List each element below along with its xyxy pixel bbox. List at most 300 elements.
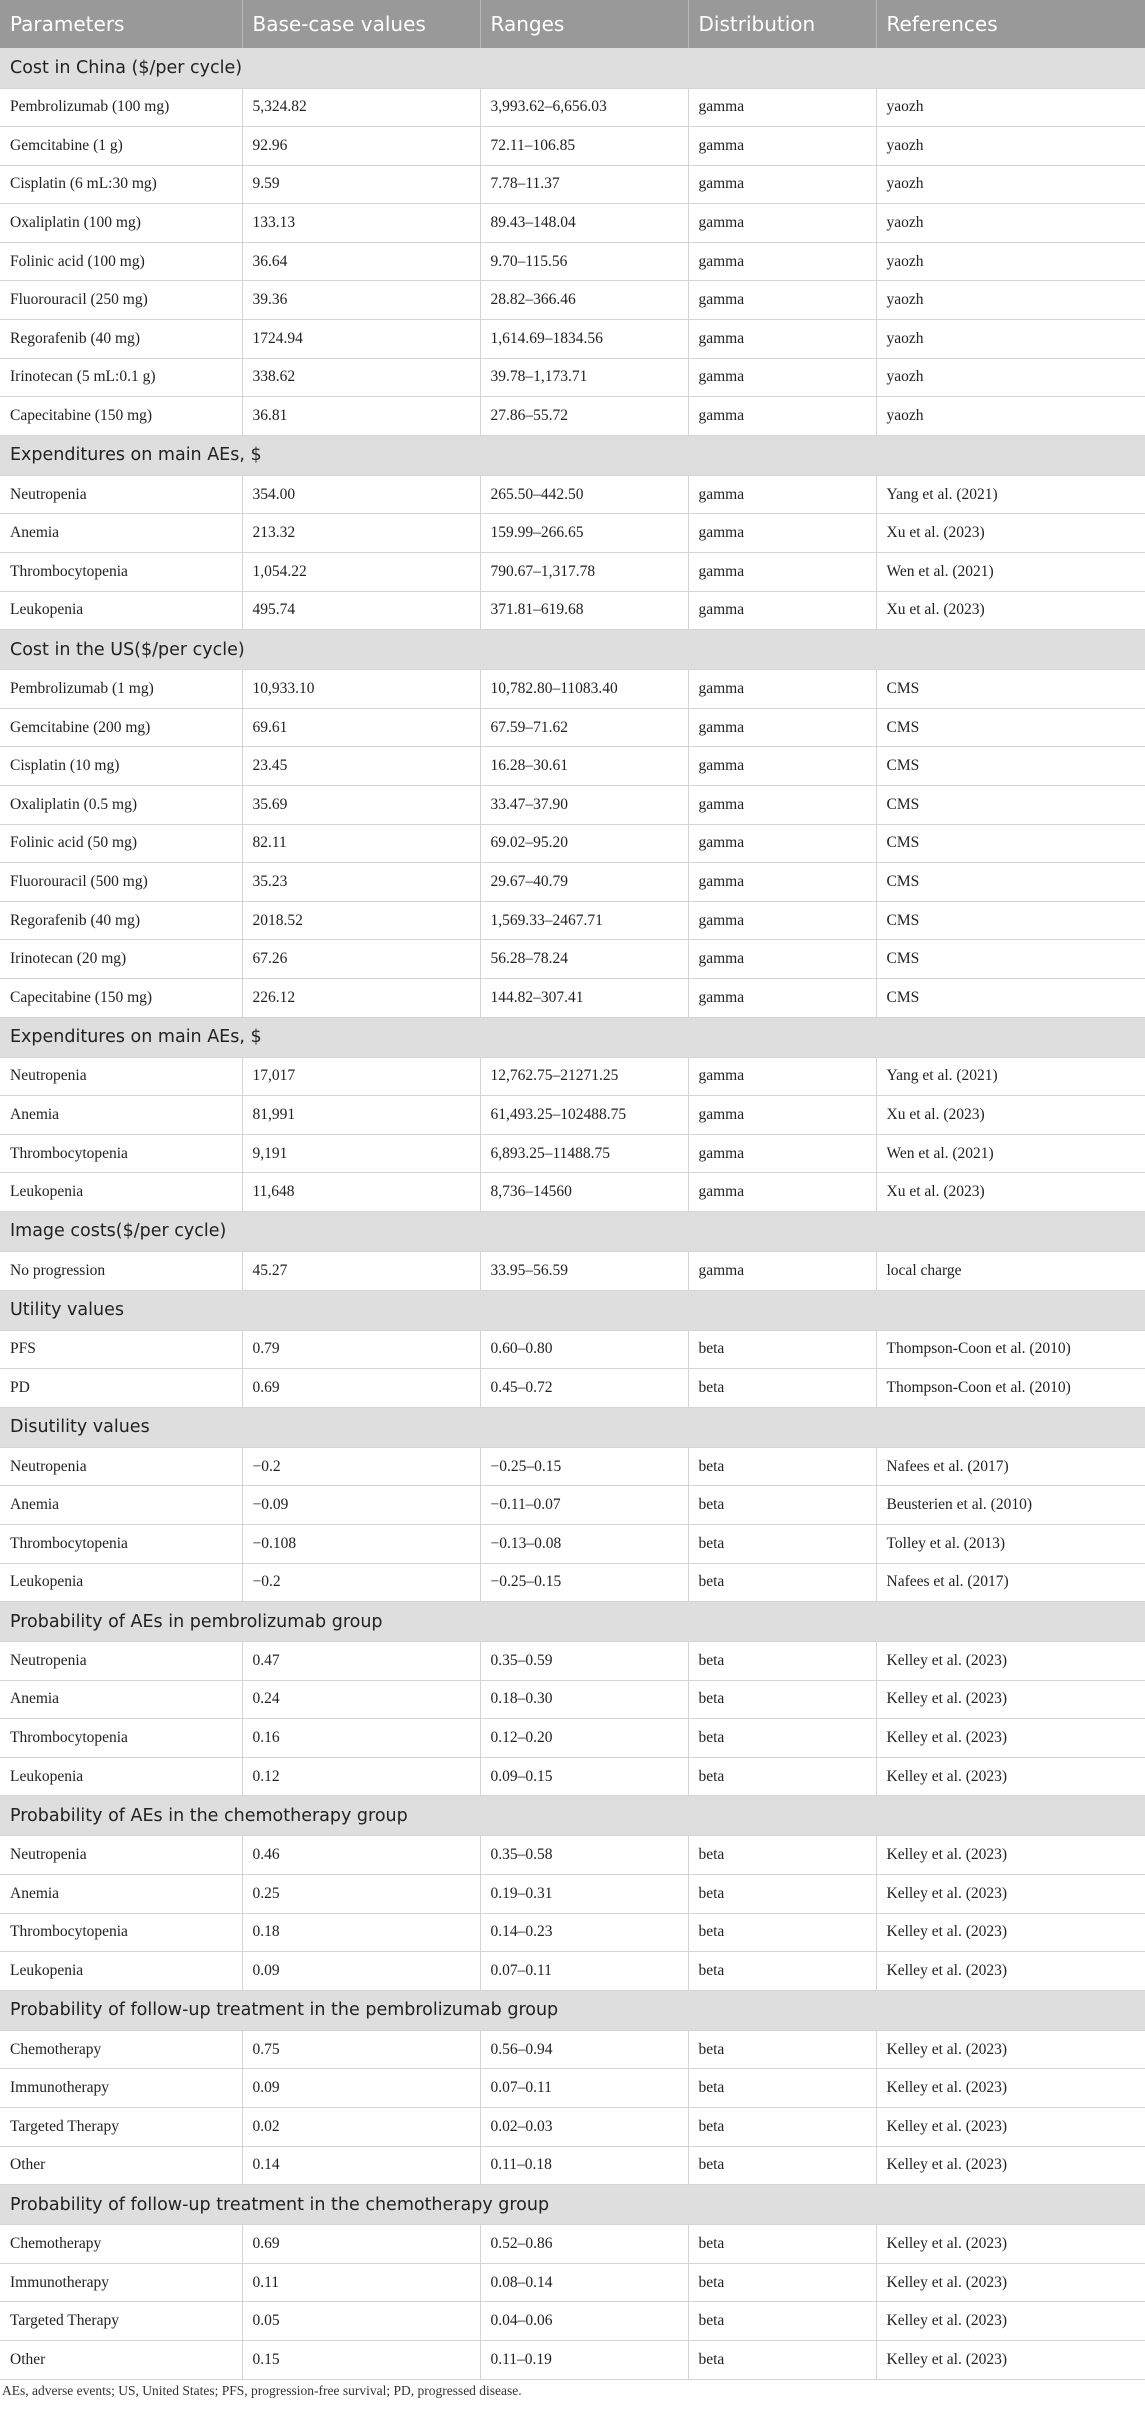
base-value-cell: −0.2: [242, 1447, 480, 1486]
range-cell: 33.95–56.59: [480, 1251, 688, 1290]
parameter-cell: Anemia: [0, 1486, 242, 1525]
reference-cell: Wen et al. (2021): [876, 1134, 1145, 1173]
parameter-cell: Leukopenia: [0, 1173, 242, 1212]
base-value-cell: 0.05: [242, 2302, 480, 2341]
table-row: [0, 1757, 1145, 1796]
range-cell: 0.45–0.72: [480, 1369, 688, 1408]
range-cell: −0.25–0.15: [480, 1447, 688, 1486]
parameter-cell: Pembrolizumab (1 mg): [0, 670, 242, 709]
table-row: [0, 1173, 1145, 1212]
distribution-cell: beta: [688, 1486, 876, 1525]
table-row: [0, 708, 1145, 747]
distribution-cell: gamma: [688, 88, 876, 127]
distribution-cell: beta: [688, 1330, 876, 1369]
parameter-cell: Immunotherapy: [0, 2069, 242, 2108]
distribution-cell: gamma: [688, 1251, 876, 1290]
base-value-cell: 495.74: [242, 591, 480, 630]
table-row: [0, 2069, 1145, 2108]
reference-cell: Kelley et al. (2023): [876, 2263, 1145, 2302]
range-cell: 0.07–0.11: [480, 2069, 688, 2108]
reference-cell: Kelley et al. (2023): [876, 1757, 1145, 1796]
range-cell: 28.82–366.46: [480, 281, 688, 320]
parameter-cell: Pembrolizumab (100 mg): [0, 88, 242, 127]
base-value-cell: 9,191: [242, 1134, 480, 1173]
base-value-cell: 226.12: [242, 978, 480, 1017]
distribution-cell: gamma: [688, 204, 876, 243]
reference-cell: Yang et al. (2021): [876, 1057, 1145, 1096]
range-cell: 69.02–95.20: [480, 824, 688, 863]
range-cell: 0.04–0.06: [480, 2302, 688, 2341]
parameter-cell: Neutropenia: [0, 1836, 242, 1875]
table-row: [0, 1524, 1145, 1563]
reference-cell: Kelley et al. (2023): [876, 1875, 1145, 1914]
reference-cell: Wen et al. (2021): [876, 553, 1145, 592]
table-row: [0, 1952, 1145, 1991]
distribution-cell: beta: [688, 2146, 876, 2185]
base-value-cell: 0.16: [242, 1719, 480, 1758]
table-row: [0, 2225, 1145, 2264]
section-header-row: [0, 1407, 1145, 1447]
section-title: Expenditures on main AEs, $: [0, 1017, 1145, 1057]
table-row: [0, 1836, 1145, 1875]
section-title: Disutility values: [0, 1407, 1145, 1447]
table-row: [0, 1096, 1145, 1135]
distribution-cell: beta: [688, 1757, 876, 1796]
distribution-cell: gamma: [688, 824, 876, 863]
reference-cell: Kelley et al. (2023): [876, 2108, 1145, 2147]
distribution-cell: gamma: [688, 242, 876, 281]
reference-cell: Xu et al. (2023): [876, 1173, 1145, 1212]
reference-cell: CMS: [876, 747, 1145, 786]
parameter-cell: Leukopenia: [0, 591, 242, 630]
parameter-cell: Thrombocytopenia: [0, 1134, 242, 1173]
range-cell: 12,762.75–21271.25: [480, 1057, 688, 1096]
reference-cell: CMS: [876, 863, 1145, 902]
distribution-cell: beta: [688, 1719, 876, 1758]
reference-cell: local charge: [876, 1251, 1145, 1290]
distribution-cell: beta: [688, 1913, 876, 1952]
reference-cell: Kelley et al. (2023): [876, 2069, 1145, 2108]
parameter-cell: Other: [0, 2146, 242, 2185]
distribution-cell: beta: [688, 2341, 876, 2380]
distribution-cell: beta: [688, 1369, 876, 1408]
base-value-cell: 82.11: [242, 824, 480, 863]
parameter-cell: Folinic acid (100 mg): [0, 242, 242, 281]
range-cell: 8,736–14560: [480, 1173, 688, 1212]
parameter-cell: PD: [0, 1369, 242, 1408]
table-row: [0, 397, 1145, 436]
parameter-cell: Neutropenia: [0, 1057, 242, 1096]
base-value-cell: 36.64: [242, 242, 480, 281]
table-row: [0, 940, 1145, 979]
distribution-cell: beta: [688, 2108, 876, 2147]
distribution-cell: gamma: [688, 397, 876, 436]
parameter-cell: Anemia: [0, 1875, 242, 1914]
reference-cell: yaozh: [876, 127, 1145, 166]
reference-cell: CMS: [876, 978, 1145, 1017]
table-row: [0, 514, 1145, 553]
parameter-cell: Regorafenib (40 mg): [0, 320, 242, 359]
base-value-cell: 35.69: [242, 786, 480, 825]
range-cell: 7.78–11.37: [480, 165, 688, 204]
distribution-cell: beta: [688, 1952, 876, 1991]
section-header-row: [0, 1796, 1145, 1836]
range-cell: 0.11–0.19: [480, 2341, 688, 2380]
distribution-cell: gamma: [688, 358, 876, 397]
section-header-row: [0, 1290, 1145, 1330]
parameter-cell: Capecitabine (150 mg): [0, 397, 242, 436]
parameter-cell: Targeted Therapy: [0, 2108, 242, 2147]
base-value-cell: 354.00: [242, 475, 480, 514]
section-header-row: [0, 1990, 1145, 2030]
base-value-cell: 0.75: [242, 2030, 480, 2069]
table-row: [0, 1563, 1145, 1602]
base-value-cell: 0.79: [242, 1330, 480, 1369]
distribution-cell: beta: [688, 2263, 876, 2302]
distribution-cell: beta: [688, 1875, 876, 1914]
base-value-cell: 0.15: [242, 2341, 480, 2380]
parameter-cell: Fluorouracil (500 mg): [0, 863, 242, 902]
base-value-cell: 133.13: [242, 204, 480, 243]
base-value-cell: 213.32: [242, 514, 480, 553]
base-value-cell: −0.108: [242, 1524, 480, 1563]
table-row: [0, 475, 1145, 514]
section-title: Cost in the US($/per cycle): [0, 630, 1145, 670]
distribution-cell: gamma: [688, 165, 876, 204]
parameter-cell: Fluorouracil (250 mg): [0, 281, 242, 320]
reference-cell: yaozh: [876, 281, 1145, 320]
parameter-cell: Thrombocytopenia: [0, 553, 242, 592]
distribution-cell: gamma: [688, 1173, 876, 1212]
section-title: Utility values: [0, 1290, 1145, 1330]
base-value-cell: −0.2: [242, 1563, 480, 1602]
base-value-cell: 5,324.82: [242, 88, 480, 127]
base-value-cell: 23.45: [242, 747, 480, 786]
section-title: Probability of AEs in the chemotherapy group: [0, 1796, 1145, 1836]
distribution-cell: beta: [688, 2069, 876, 2108]
table-row: [0, 1875, 1145, 1914]
base-value-cell: 0.69: [242, 1369, 480, 1408]
section-header-row: [0, 1017, 1145, 1057]
base-value-cell: 1,054.22: [242, 553, 480, 592]
parameter-cell: Gemcitabine (200 mg): [0, 708, 242, 747]
table-row: [0, 747, 1145, 786]
base-value-cell: 0.09: [242, 1952, 480, 1991]
base-value-cell: 0.69: [242, 2225, 480, 2264]
table-row: [0, 1719, 1145, 1758]
distribution-cell: gamma: [688, 591, 876, 630]
section-title: Cost in China ($/per cycle): [0, 48, 1145, 88]
range-cell: 3,993.62–6,656.03: [480, 88, 688, 127]
range-cell: −0.11–0.07: [480, 1486, 688, 1525]
distribution-cell: gamma: [688, 475, 876, 514]
range-cell: 0.19–0.31: [480, 1875, 688, 1914]
header-row: [0, 0, 1145, 48]
reference-cell: CMS: [876, 940, 1145, 979]
table-row: [0, 824, 1145, 863]
distribution-cell: gamma: [688, 320, 876, 359]
distribution-cell: beta: [688, 1524, 876, 1563]
distribution-cell: beta: [688, 1680, 876, 1719]
table-row: [0, 1330, 1145, 1369]
base-value-cell: 36.81: [242, 397, 480, 436]
table-row: [0, 591, 1145, 630]
range-cell: −0.25–0.15: [480, 1563, 688, 1602]
parameter-cell: Folinic acid (50 mg): [0, 824, 242, 863]
header-parameters: Parameters: [0, 0, 242, 48]
table-footnote: AEs, adverse events; US, United States; PFS, progression-free survival; PD, progressed disease.: [2, 2382, 522, 2398]
distribution-cell: gamma: [688, 708, 876, 747]
section-header-row: [0, 435, 1145, 475]
base-value-cell: 35.23: [242, 863, 480, 902]
reference-cell: Kelley et al. (2023): [876, 1952, 1145, 1991]
base-value-cell: 0.25: [242, 1875, 480, 1914]
range-cell: 0.52–0.86: [480, 2225, 688, 2264]
header-distribution: Distribution: [688, 0, 876, 48]
table-row: [0, 281, 1145, 320]
table-row: [0, 901, 1145, 940]
section-title: Probability of follow-up treatment in the chemotherapy group: [0, 2185, 1145, 2225]
reference-cell: Yang et al. (2021): [876, 475, 1145, 514]
range-cell: 9.70–115.56: [480, 242, 688, 281]
section-title: Expenditures on main AEs, $: [0, 435, 1145, 475]
reference-cell: Xu et al. (2023): [876, 591, 1145, 630]
reference-cell: Xu et al. (2023): [876, 514, 1145, 553]
distribution-cell: gamma: [688, 1134, 876, 1173]
distribution-cell: gamma: [688, 281, 876, 320]
header-ranges: Ranges: [480, 0, 688, 48]
parameter-cell: Leukopenia: [0, 1952, 242, 1991]
parameter-cell: Leukopenia: [0, 1563, 242, 1602]
header-base-case: Base-case values: [242, 0, 480, 48]
parameter-cell: Anemia: [0, 1680, 242, 1719]
base-value-cell: 2018.52: [242, 901, 480, 940]
reference-cell: yaozh: [876, 242, 1145, 281]
range-cell: 371.81–619.68: [480, 591, 688, 630]
table-row: [0, 2263, 1145, 2302]
range-cell: 0.18–0.30: [480, 1680, 688, 1719]
range-cell: 0.14–0.23: [480, 1913, 688, 1952]
base-value-cell: 0.46: [242, 1836, 480, 1875]
table-row: [0, 204, 1145, 243]
reference-cell: Beusterien et al. (2010): [876, 1486, 1145, 1525]
parameter-cell: Neutropenia: [0, 475, 242, 514]
table-row: [0, 320, 1145, 359]
table-row: [0, 1369, 1145, 1408]
range-cell: 10,782.80–11083.40: [480, 670, 688, 709]
base-value-cell: 0.47: [242, 1642, 480, 1681]
parameter-cell: PFS: [0, 1330, 242, 1369]
base-value-cell: 45.27: [242, 1251, 480, 1290]
table-row: [0, 2341, 1145, 2380]
table-row: [0, 1680, 1145, 1719]
parameter-cell: Thrombocytopenia: [0, 1719, 242, 1758]
distribution-cell: gamma: [688, 901, 876, 940]
base-value-cell: 0.24: [242, 1680, 480, 1719]
table-row: [0, 1913, 1145, 1952]
distribution-cell: gamma: [688, 514, 876, 553]
reference-cell: yaozh: [876, 165, 1145, 204]
table-row: [0, 2030, 1145, 2069]
reference-cell: Kelley et al. (2023): [876, 2030, 1145, 2069]
parameter-cell: Other: [0, 2341, 242, 2380]
reference-cell: yaozh: [876, 358, 1145, 397]
reference-cell: Kelley et al. (2023): [876, 1642, 1145, 1681]
parameter-cell: Neutropenia: [0, 1642, 242, 1681]
reference-cell: Kelley et al. (2023): [876, 1680, 1145, 1719]
parameter-cell: Leukopenia: [0, 1757, 242, 1796]
parameter-cell: Anemia: [0, 1096, 242, 1135]
distribution-cell: beta: [688, 2225, 876, 2264]
reference-cell: Xu et al. (2023): [876, 1096, 1145, 1135]
distribution-cell: beta: [688, 2302, 876, 2341]
reference-cell: yaozh: [876, 397, 1145, 436]
table-row: [0, 1486, 1145, 1525]
base-value-cell: 39.36: [242, 281, 480, 320]
distribution-cell: gamma: [688, 553, 876, 592]
parameter-cell: Cisplatin (10 mg): [0, 747, 242, 786]
range-cell: −0.13–0.08: [480, 1524, 688, 1563]
parameter-cell: Irinotecan (5 mL:0.1 g): [0, 358, 242, 397]
range-cell: 72.11–106.85: [480, 127, 688, 166]
reference-cell: Kelley et al. (2023): [876, 2302, 1145, 2341]
distribution-cell: gamma: [688, 978, 876, 1017]
base-value-cell: 0.09: [242, 2069, 480, 2108]
base-value-cell: 11,648: [242, 1173, 480, 1212]
base-value-cell: 81,991: [242, 1096, 480, 1135]
reference-cell: yaozh: [876, 88, 1145, 127]
reference-cell: CMS: [876, 824, 1145, 863]
range-cell: 0.60–0.80: [480, 1330, 688, 1369]
table-row: [0, 2302, 1145, 2341]
reference-cell: CMS: [876, 670, 1145, 709]
table-row: [0, 670, 1145, 709]
parameter-cell: Cisplatin (6 mL:30 mg): [0, 165, 242, 204]
reference-cell: Thompson-Coon et al. (2010): [876, 1369, 1145, 1408]
distribution-cell: beta: [688, 1642, 876, 1681]
base-value-cell: 9.59: [242, 165, 480, 204]
section-title: Image costs($/per cycle): [0, 1211, 1145, 1251]
table-row: [0, 88, 1145, 127]
range-cell: 0.56–0.94: [480, 2030, 688, 2069]
parameter-cell: Anemia: [0, 514, 242, 553]
reference-cell: Nafees et al. (2017): [876, 1447, 1145, 1486]
distribution-cell: gamma: [688, 1057, 876, 1096]
distribution-cell: beta: [688, 1447, 876, 1486]
distribution-cell: gamma: [688, 940, 876, 979]
parameter-cell: Neutropenia: [0, 1447, 242, 1486]
base-value-cell: 0.12: [242, 1757, 480, 1796]
table-row: [0, 2108, 1145, 2147]
distribution-cell: gamma: [688, 747, 876, 786]
section-header-row: [0, 1602, 1145, 1642]
section-header-row: [0, 48, 1145, 88]
reference-cell: Kelley et al. (2023): [876, 2225, 1145, 2264]
base-value-cell: 0.14: [242, 2146, 480, 2185]
section-header-row: [0, 1211, 1145, 1251]
parameter-cell: Irinotecan (20 mg): [0, 940, 242, 979]
parameter-cell: Chemotherapy: [0, 2030, 242, 2069]
range-cell: 0.35–0.59: [480, 1642, 688, 1681]
range-cell: 6,893.25–11488.75: [480, 1134, 688, 1173]
parameter-cell: Immunotherapy: [0, 2263, 242, 2302]
table-row: [0, 165, 1145, 204]
parameter-cell: Oxaliplatin (100 mg): [0, 204, 242, 243]
parameter-cell: Thrombocytopenia: [0, 1913, 242, 1952]
section-header-row: [0, 630, 1145, 670]
parameter-cell: Gemcitabine (1 g): [0, 127, 242, 166]
range-cell: 29.67–40.79: [480, 863, 688, 902]
base-value-cell: 67.26: [242, 940, 480, 979]
range-cell: 0.35–0.58: [480, 1836, 688, 1875]
range-cell: 0.09–0.15: [480, 1757, 688, 1796]
base-value-cell: 92.96: [242, 127, 480, 166]
base-value-cell: 10,933.10: [242, 670, 480, 709]
reference-cell: CMS: [876, 901, 1145, 940]
table-row: [0, 553, 1145, 592]
table-row: [0, 863, 1145, 902]
parameter-cell: No progression: [0, 1251, 242, 1290]
base-value-cell: 0.11: [242, 2263, 480, 2302]
base-value-cell: −0.09: [242, 1486, 480, 1525]
reference-cell: Kelley et al. (2023): [876, 2341, 1145, 2380]
section-title: Probability of follow-up treatment in the pembrolizumab group: [0, 1990, 1145, 2030]
range-cell: 0.11–0.18: [480, 2146, 688, 2185]
range-cell: 265.50–442.50: [480, 475, 688, 514]
range-cell: 67.59–71.62: [480, 708, 688, 747]
range-cell: 0.07–0.11: [480, 1952, 688, 1991]
base-value-cell: 1724.94: [242, 320, 480, 359]
range-cell: 16.28–30.61: [480, 747, 688, 786]
parameter-cell: Chemotherapy: [0, 2225, 242, 2264]
reference-cell: Kelley et al. (2023): [876, 1836, 1145, 1875]
parameter-cell: Targeted Therapy: [0, 2302, 242, 2341]
range-cell: 56.28–78.24: [480, 940, 688, 979]
distribution-cell: beta: [688, 1836, 876, 1875]
table-row: [0, 1057, 1145, 1096]
range-cell: 27.86–55.72: [480, 397, 688, 436]
reference-cell: Kelley et al. (2023): [876, 1913, 1145, 1952]
header-references: References: [876, 0, 1145, 48]
range-cell: 1,569.33–2467.71: [480, 901, 688, 940]
reference-cell: yaozh: [876, 320, 1145, 359]
base-value-cell: 338.62: [242, 358, 480, 397]
range-cell: 1,614.69–1834.56: [480, 320, 688, 359]
distribution-cell: gamma: [688, 786, 876, 825]
range-cell: 0.02–0.03: [480, 2108, 688, 2147]
table-row: [0, 1251, 1145, 1290]
reference-cell: Kelley et al. (2023): [876, 2146, 1145, 2185]
reference-cell: Tolley et al. (2013): [876, 1524, 1145, 1563]
base-value-cell: 0.02: [242, 2108, 480, 2147]
range-cell: 159.99–266.65: [480, 514, 688, 553]
table-body: [0, 48, 1145, 2379]
range-cell: 0.08–0.14: [480, 2263, 688, 2302]
reference-cell: yaozh: [876, 204, 1145, 243]
table-row: [0, 1642, 1145, 1681]
parameter-cell: Capecitabine (150 mg): [0, 978, 242, 1017]
reference-cell: Nafees et al. (2017): [876, 1563, 1145, 1602]
distribution-cell: beta: [688, 2030, 876, 2069]
distribution-cell: gamma: [688, 670, 876, 709]
reference-cell: Thompson-Coon et al. (2010): [876, 1330, 1145, 1369]
range-cell: 89.43–148.04: [480, 204, 688, 243]
range-cell: 790.67–1,317.78: [480, 553, 688, 592]
table-row: [0, 1134, 1145, 1173]
range-cell: 61,493.25–102488.75: [480, 1096, 688, 1135]
table-row: [0, 2146, 1145, 2185]
reference-cell: CMS: [876, 708, 1145, 747]
